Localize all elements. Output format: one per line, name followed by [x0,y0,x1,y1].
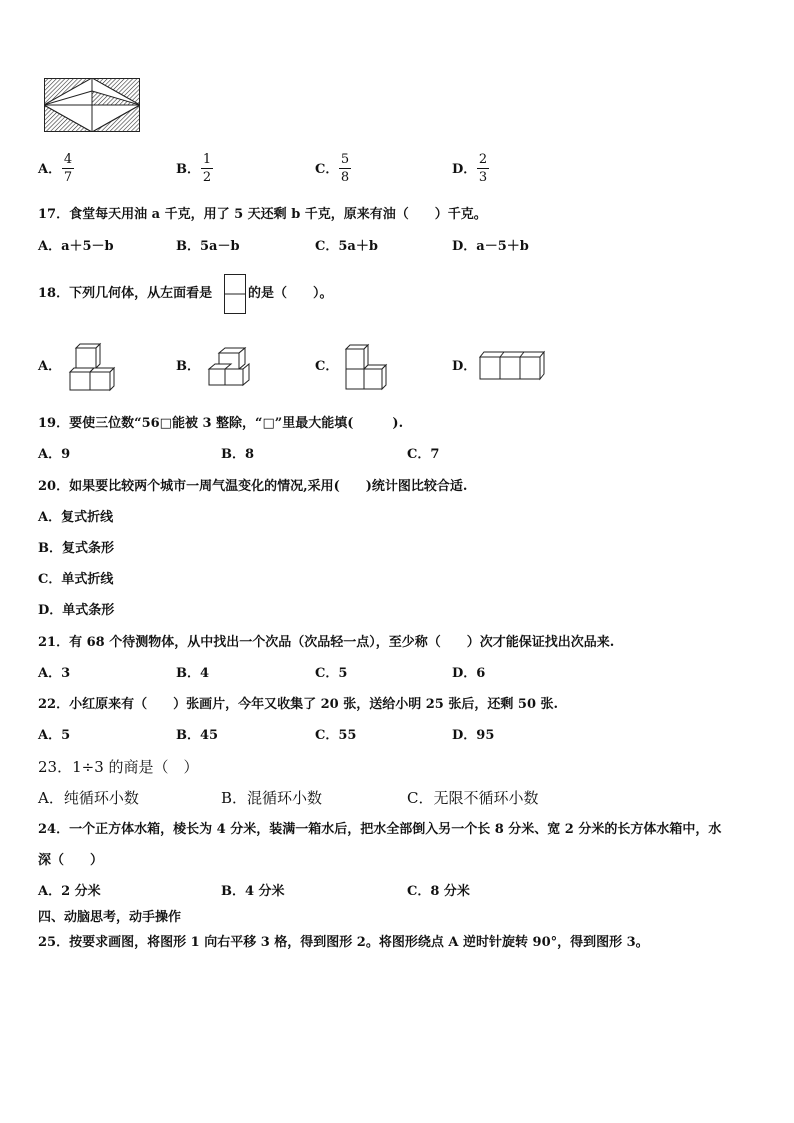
question-17: 17．食堂每天用油 a 千克，用了 5 天还剩 b 千克，原来有油（ ）千克。 [38,207,487,222]
q18-left-view-icon [224,274,246,314]
q20-option-b[interactable]: B．复式条形 [38,541,114,556]
section-heading: 四、动脑思考，动手操作 [38,910,182,925]
q17-option-a[interactable]: A．a＋5－b [38,239,114,254]
q22-option-a[interactable]: A．5 [38,728,71,743]
q18-option-b[interactable]: B． [176,359,200,374]
question-18-after: 的是（ ）。 [248,286,333,301]
q18-cubes-d-icon [478,350,546,382]
option-b-letter: B． [176,162,200,177]
question-24-line2: 深（ ） [38,853,104,868]
q16-shaded-figure [44,78,140,132]
q19-option-b[interactable]: B．8 [221,447,255,462]
q18-cubes-c-icon [342,342,392,392]
q22-option-b[interactable]: B．45 [176,728,219,743]
question-18-before: 18．下列几何体，从左面看是 [38,286,213,301]
q20-option-c[interactable]: C．单式折线 [38,572,114,587]
q18-option-d[interactable]: D． [452,359,477,374]
q17-option-b[interactable]: B．5a－b [176,239,240,254]
q21-option-a[interactable]: A．3 [38,666,71,681]
question-23: 23．1÷3 的商是（ ） [38,758,199,776]
option-a-fraction[interactable]: 4 7 [63,152,73,185]
q22-option-d[interactable]: D．95 [452,728,495,743]
q23-option-a[interactable]: A．纯循环小数 [38,789,139,807]
q19-option-a[interactable]: A．9 [38,447,71,462]
question-20: 20．如果要比较两个城市一周气温变化的情况,采用( )统计图比较合适. [38,479,468,494]
q20-option-a[interactable]: A．复式折线 [38,510,114,525]
q18-cubes-b-icon [205,347,255,389]
q22-option-c[interactable]: C．55 [315,728,357,743]
q19-option-c[interactable]: C．7 [407,447,440,462]
option-d-letter: D． [452,162,477,177]
option-b-fraction[interactable]: 1 2 [202,152,212,185]
q18-option-c[interactable]: C． [315,359,339,374]
q18-option-a[interactable]: A． [38,359,62,374]
q21-option-b[interactable]: B．4 [176,666,210,681]
q21-option-d[interactable]: D．6 [452,666,486,681]
q24-option-c[interactable]: C．8 分米 [407,884,470,899]
question-21: 21．有 68 个待测物体，从中找出一个次品（次品轻一点），至少称（ ）次才能保证找出次品来. [38,635,615,650]
q21-option-c[interactable]: C．5 [315,666,348,681]
question-19: 19．要使三位数“56□能被 3 整除，“□”里最大能填( ). [38,416,404,431]
question-22: 22．小红原来有（ ）张画片，今年又收集了 20 张，送给小明 25 张后，还剩 50 张. [38,697,559,712]
question-24-line1: 24．一个正方体水箱，棱长为 4 分米，装满一箱水后，把水全部倒入另一个长 8 分米、宽 2 分米的长方体水箱中，水 [38,822,722,837]
q17-option-c[interactable]: C．5a＋b [315,239,378,254]
option-c-letter: C． [315,162,339,177]
q17-option-d[interactable]: D．a－5＋b [452,239,529,254]
q23-option-c[interactable]: C．无限不循环小数 [407,789,539,807]
question-25: 25．按要求画图，将图形 1 向右平移 3 格，得到图形 2。将图形绕点 A 逆时针旋转 90°，得到图形 3。 [38,935,649,950]
option-d-fraction[interactable]: 2 3 [478,152,488,185]
q23-option-b[interactable]: B．混循环小数 [221,789,323,807]
q20-option-d[interactable]: D．单式条形 [38,603,115,618]
q18-cubes-a-icon [66,342,122,392]
q24-option-b[interactable]: B．4 分米 [221,884,285,899]
option-a-letter: A． [38,162,62,177]
option-c-fraction[interactable]: 5 8 [340,152,350,185]
q24-option-a[interactable]: A．2 分米 [38,884,101,899]
